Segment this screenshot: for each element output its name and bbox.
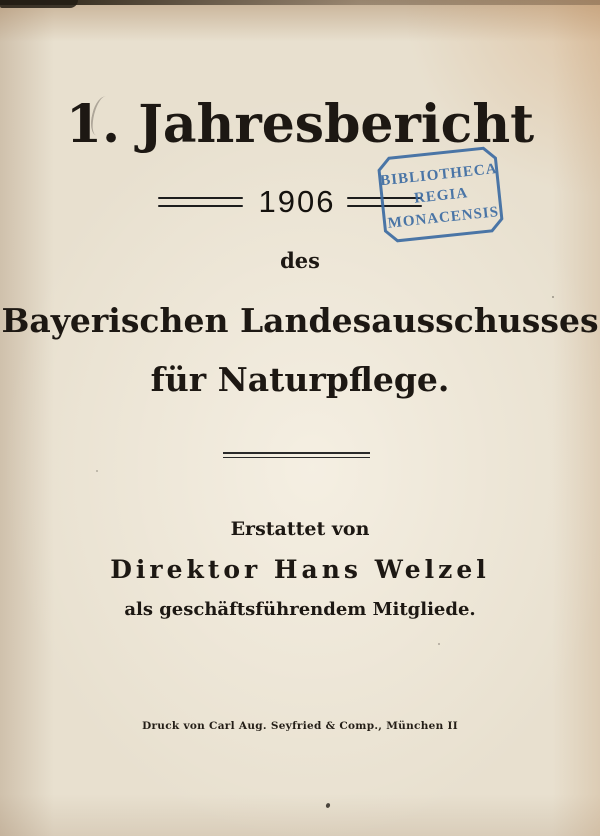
author-role: als geschäftsführendem Mitgliede. xyxy=(124,599,476,620)
double-rule-left xyxy=(158,197,243,207)
paper-speck xyxy=(552,296,554,298)
divider-double-rule xyxy=(223,452,370,458)
library-stamp-graphic xyxy=(376,145,507,245)
stamp-line-1: BIBLIOTHECA xyxy=(379,161,499,190)
paper-speck xyxy=(96,470,98,472)
author-name: Direktor Hans Welzel xyxy=(110,555,490,584)
paper-speck xyxy=(325,802,331,808)
organization-line-2: für Naturpflege. xyxy=(150,360,450,399)
scan-edge-top-left xyxy=(0,0,78,8)
subtitle-des: des xyxy=(280,248,320,273)
stamp-line-2: REGIA xyxy=(413,185,469,207)
printer-imprint: Druck von Carl Aug. Seyfried & Comp., München II xyxy=(142,720,458,732)
year-label: 1906 xyxy=(258,184,336,219)
byline-intro: Erstattet von xyxy=(230,518,370,540)
stamp-line-3: MONACENSIS xyxy=(387,204,500,232)
paper-speck xyxy=(438,643,440,645)
page-title: 1. Jahresbericht xyxy=(65,94,535,155)
library-stamp xyxy=(376,145,507,245)
scan-edge-top xyxy=(0,0,600,5)
organization-line-1: Bayerischen Landesausschusses xyxy=(1,301,599,340)
